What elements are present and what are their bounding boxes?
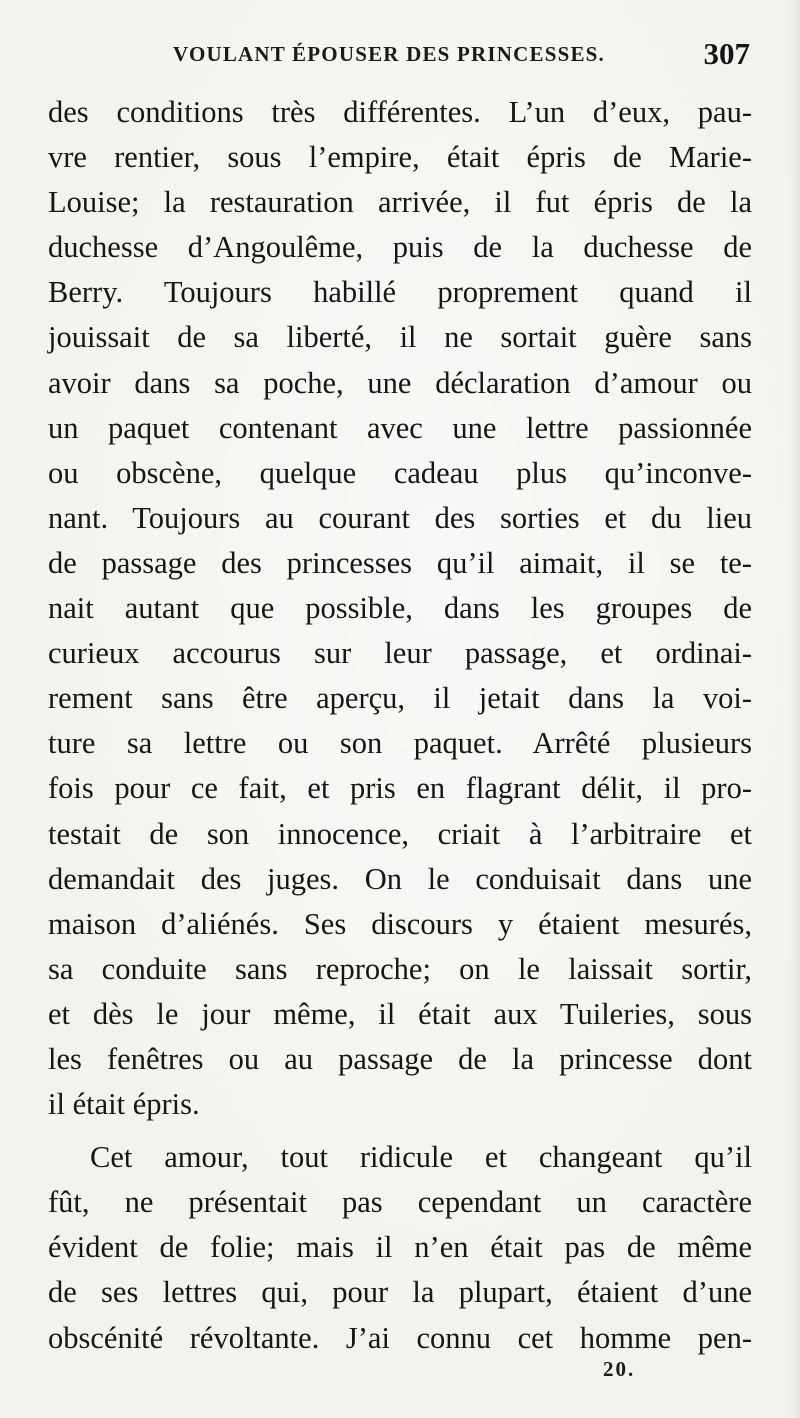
- paragraph-spacer: [48, 1127, 752, 1135]
- text-line: demandait des juges. On le conduisait dans une: [48, 861, 752, 896]
- text-line: de passage des princesses qu’il aimait, il se te-: [48, 545, 752, 580]
- text-line: et dès le jour même, il était aux Tuileries, sous: [48, 996, 752, 1031]
- paragraph-2: [48, 1135, 752, 1360]
- text-line: ou obscène, quelque cadeau plus qu’inconve-: [48, 455, 752, 490]
- text-line: évident de folie; mais il n’en était pas de même: [48, 1230, 752, 1265]
- page-edge-shadow: [788, 0, 800, 1418]
- text-line: un paquet contenant avec une lettre passionnée: [48, 410, 752, 445]
- running-head: VOULANT ÉPOUSER DES PRINCESSES.: [173, 42, 605, 66]
- text-line: il était épris.: [48, 1087, 200, 1122]
- text-line: des conditions très différentes. L’un d’eux, pau-: [48, 95, 752, 129]
- text-line: ture sa lettre ou son paquet. Arrêté plusieurs: [48, 726, 752, 761]
- text-line: obscénité révoltante. J’ai connu cet homme pen-: [48, 1320, 752, 1355]
- text-line: les fenêtres ou au passage de la princesse dont: [48, 1041, 752, 1076]
- text-line: Louise; la restauration arrivée, il fut épris de la: [48, 185, 752, 220]
- text-line: sa conduite sans reproche; on le laissait sortir,: [48, 951, 752, 986]
- paragraph-1: [48, 90, 752, 1127]
- text-line: curieux accourus sur leur passage, et ordinai-: [48, 636, 752, 671]
- signature-mark: 20.: [603, 1357, 636, 1381]
- text-line: nait autant que possible, dans les groupes de: [48, 591, 752, 626]
- text-line: testait de son innocence, criait à l’arbitraire et: [48, 816, 752, 851]
- text-line: maison d’aliénés. Ses discours y étaient mesurés,: [48, 906, 752, 941]
- text-line: avoir dans sa poche, une déclaration d’amour ou: [48, 365, 752, 400]
- body-text: [48, 90, 752, 1361]
- text-line: fois pour ce fait, et pris en flagrant délit, il pro-: [48, 771, 752, 806]
- page-number: 307: [703, 36, 750, 71]
- text-line: Berry. Toujours habillé proprement quand il: [48, 275, 752, 310]
- text-line: de ses lettres qui, pour la plupart, étaient d’une: [48, 1275, 752, 1310]
- page-header: [48, 38, 750, 78]
- text-line: vre rentier, sous l’empire, était épris de Marie-: [48, 140, 752, 175]
- text-line: Cet amour, tout ridicule et changeant qu’il: [90, 1140, 752, 1175]
- text-line: fût, ne présentait pas cependant un caractère: [48, 1185, 752, 1220]
- text-line: duchesse d’Angoulême, puis de la duchesse de: [48, 230, 752, 265]
- text-line: nant. Toujours au courant des sorties et du lieu: [48, 500, 752, 535]
- text-line: jouissait de sa liberté, il ne sortait guère sans: [48, 320, 752, 355]
- text-line: rement sans être aperçu, il jetait dans la voi-: [48, 681, 752, 716]
